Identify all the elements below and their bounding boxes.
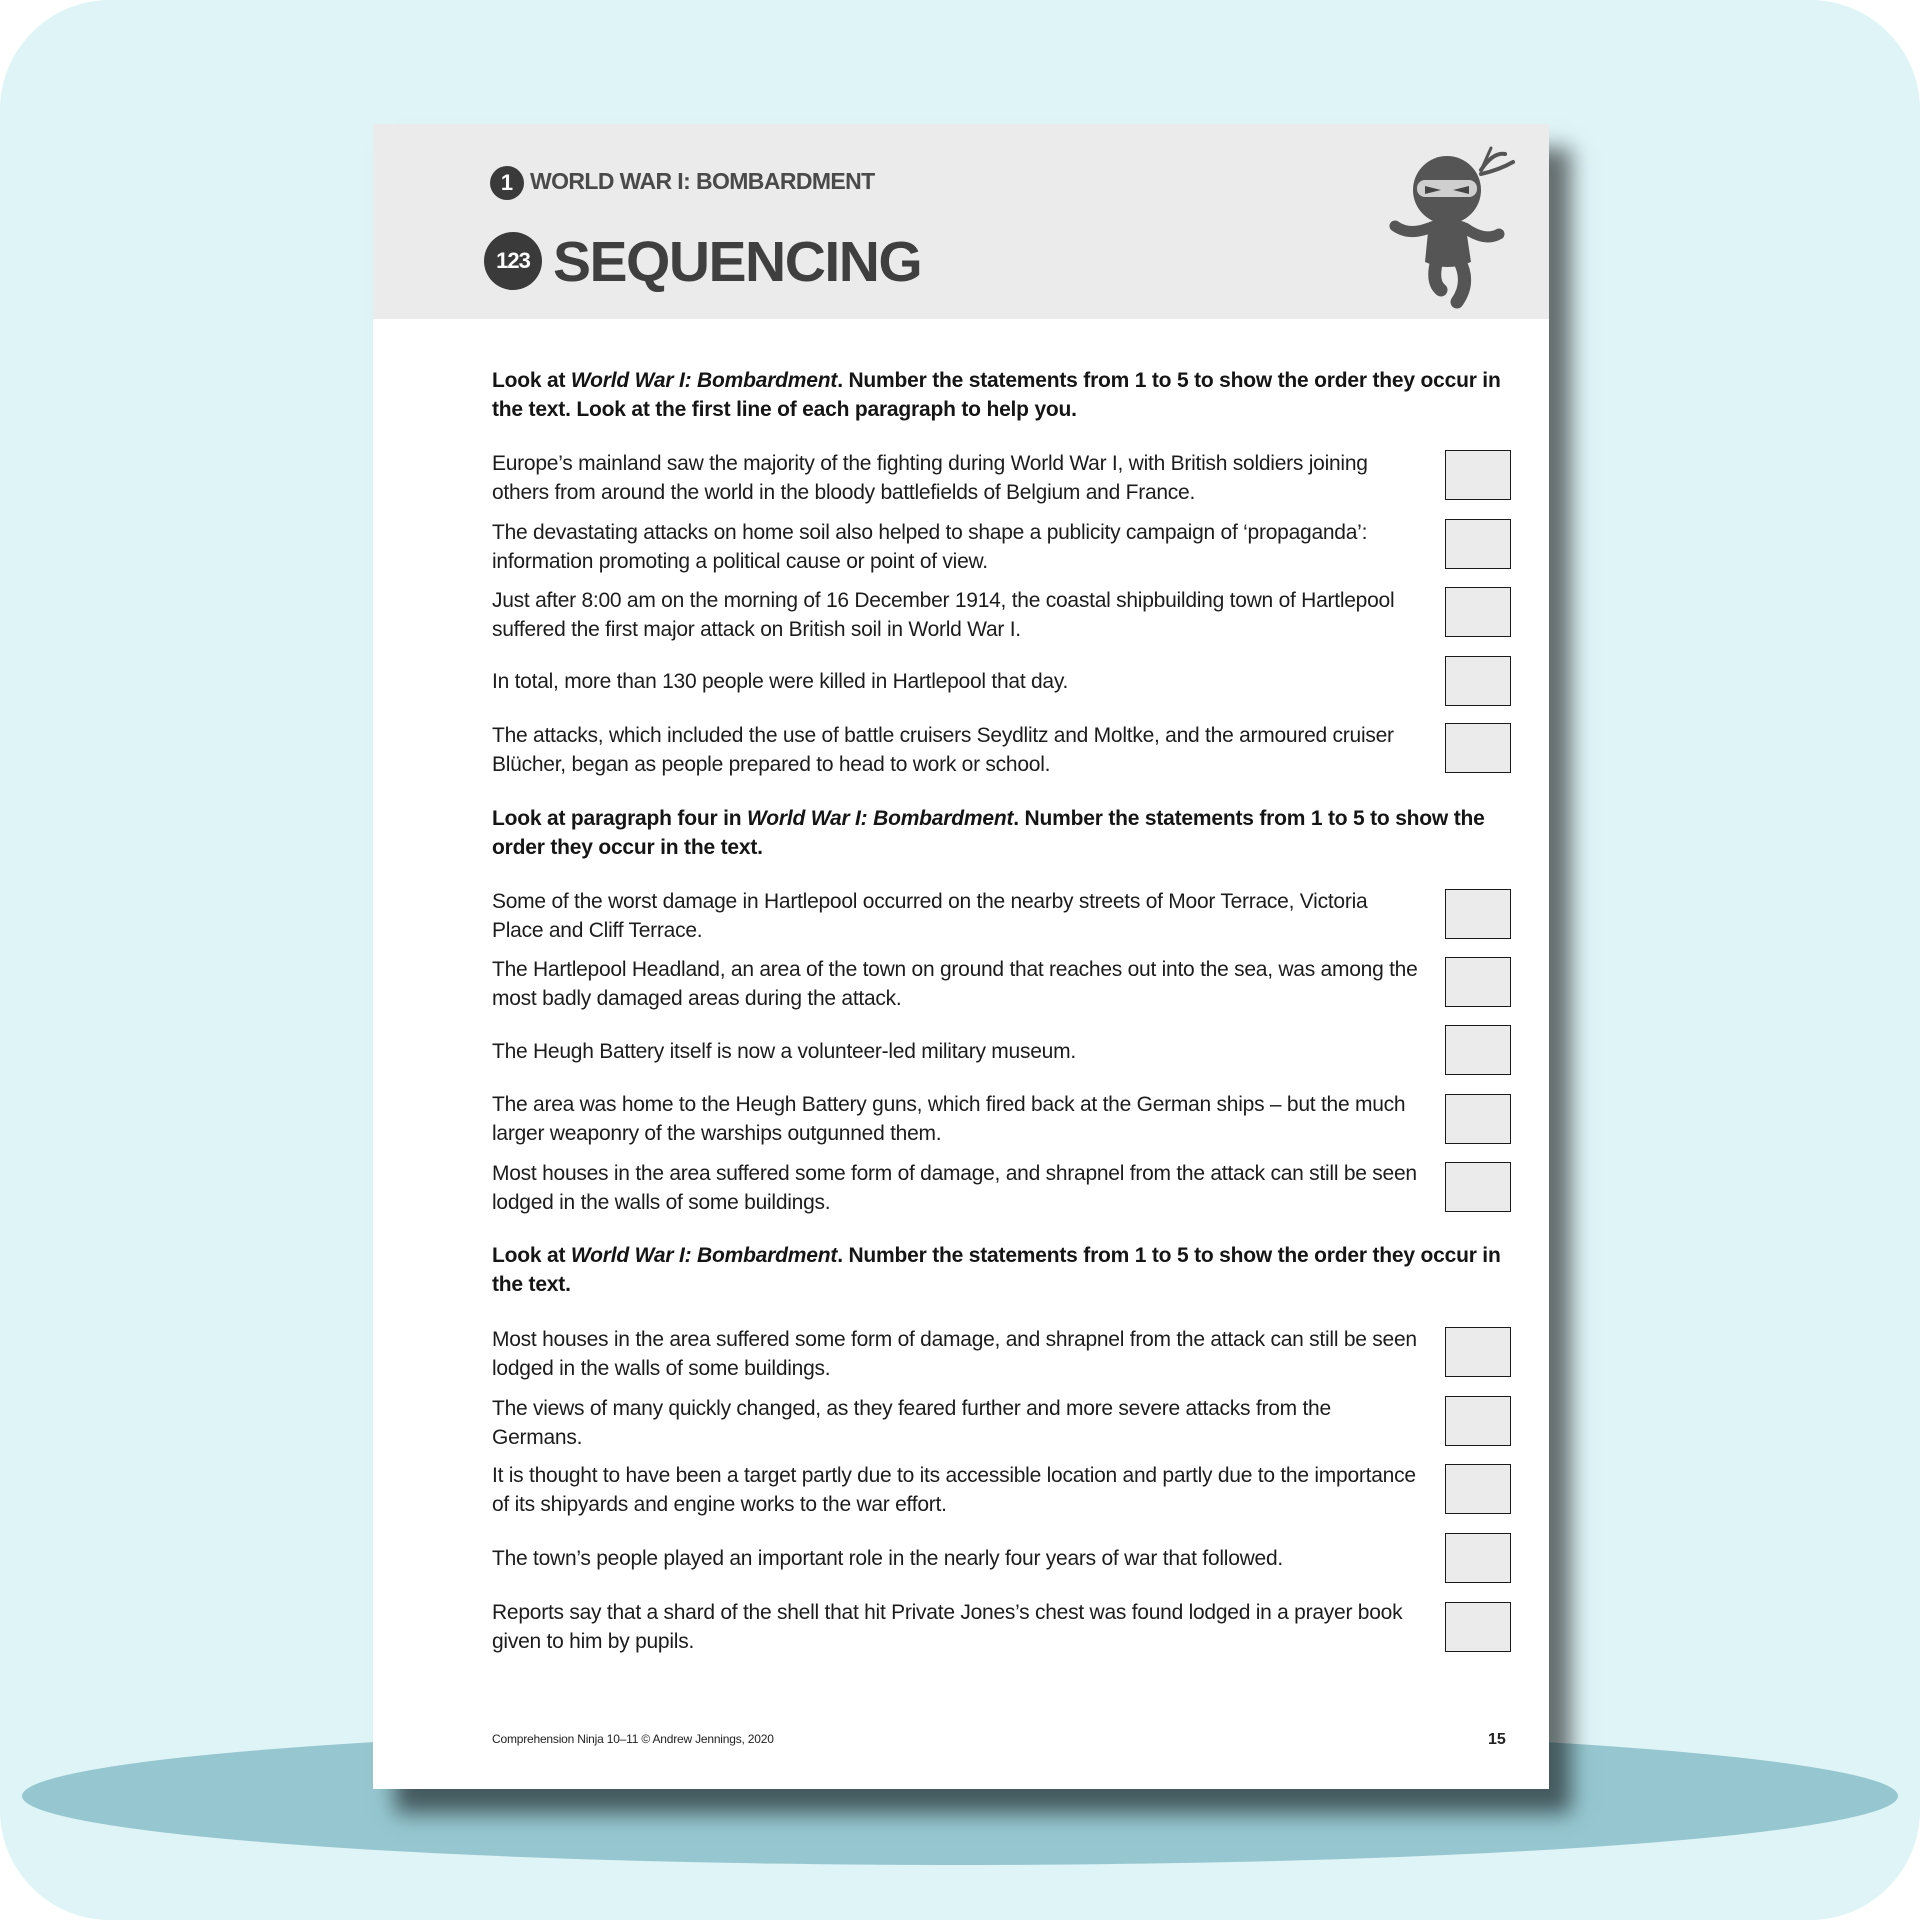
sequencing-badge: 123: [484, 232, 542, 290]
worksheet-page: [373, 124, 1549, 1789]
answer-box[interactable]: [1445, 1327, 1511, 1377]
instruction-suffix: . Number the statements from 1 to 5 to show the order they occur in the text.: [492, 1244, 1501, 1296]
statement-text: The attacks, which included the use of battle cruisers Seydlitz and Moltke, and the armoured cruiser Blücher, began as people prepared to head to work or school.: [492, 724, 1394, 776]
answer-box[interactable]: [1445, 1094, 1511, 1144]
statement-text: The Heugh Battery itself is now a volunteer-led military museum.: [492, 1040, 1076, 1063]
statement-text: Reports say that a shard of the shell that hit Private Jones’s chest was found lodged in a prayer book given to him by pupils.: [492, 1601, 1403, 1653]
answer-box[interactable]: [1445, 1025, 1511, 1075]
instruction-1: [492, 366, 1512, 424]
page-header: [373, 124, 1549, 319]
statement-text: Just after 8:00 am on the morning of 16 December 1914, the coastal shipbuilding town of Hartlepool suffered the first major attack on British soil in World War I.: [492, 589, 1395, 641]
statement-text: Europe’s mainland saw the majority of the fighting during World War I, with British soldiers joining others from around the world in the bloody battlefields of Belgium and France.: [492, 452, 1368, 504]
instruction-suffix: . Number the statements from 1 to 5 to show the order they occur in the text.: [492, 807, 1485, 859]
instruction-title: World War I: Bombardment: [570, 1244, 838, 1267]
unit-title: WORLD WAR I: BOMBARDMENT: [530, 168, 875, 194]
instruction-3: [492, 1241, 1512, 1299]
copyright-footer: Comprehension Ninja 10–11 © Andrew Jennings, 2020: [492, 1732, 774, 1746]
ninja-icon: [1389, 144, 1519, 309]
instruction-title: World War I: Bombardment: [746, 807, 1014, 830]
instruction-suffix: . Number the statements from 1 to 5 to show the order they occur in the text. Look at the first line of each paragraph to help you.: [492, 369, 1501, 421]
instruction-prefix: Look at paragraph four in: [492, 807, 747, 830]
instruction-2: [492, 804, 1512, 862]
answer-box[interactable]: [1445, 1533, 1511, 1583]
section-title: SEQUENCING: [553, 230, 922, 294]
statement-text: The area was home to the Heugh Battery guns, which fired back at the German ships – but the much larger weaponry of the warships outgunned them.: [492, 1093, 1406, 1145]
instruction-title: World War I: Bombardment: [570, 369, 838, 392]
statement-text: Most houses in the area suffered some form of damage, and shrapnel from the attack can still be seen lodged in the walls of some buildings.: [492, 1328, 1417, 1380]
unit-number-badge: 1: [490, 166, 524, 200]
statement-text: The devastating attacks on home soil also helped to shape a publicity campaign of ‘propaganda’: information promoting a political cause or point of view.: [492, 521, 1368, 573]
statement-text: The views of many quickly changed, as they feared further and more severe attacks from the Germans.: [492, 1397, 1331, 1449]
answer-box[interactable]: [1445, 723, 1511, 773]
statement-text: The Hartlepool Headland, an area of the town on ground that reaches out into the sea, was among the most badly damaged areas during the attack.: [492, 958, 1418, 1010]
answer-box[interactable]: [1445, 1396, 1511, 1446]
statement-text: Most houses in the area suffered some form of damage, and shrapnel from the attack can still be seen lodged in the walls of some buildings.: [492, 1162, 1417, 1214]
answer-box[interactable]: [1445, 889, 1511, 939]
answer-box[interactable]: [1445, 587, 1511, 637]
statement-text: Some of the worst damage in Hartlepool occurred on the nearby streets of Moor Terrace, Victoria Place and Cliff Terrace.: [492, 890, 1368, 942]
answer-box[interactable]: [1445, 957, 1511, 1007]
answer-box[interactable]: [1445, 1162, 1511, 1212]
answer-box[interactable]: [1445, 450, 1511, 500]
page-number: 15: [1488, 1731, 1506, 1748]
instruction-prefix: Look at: [492, 369, 571, 392]
statement-text: The town’s people played an important role in the nearly four years of war that followed.: [492, 1547, 1283, 1570]
statement-text: It is thought to have been a target partly due to its accessible location and partly due to the importance of its shipyards and engine works to the war effort.: [492, 1464, 1416, 1516]
answer-box[interactable]: [1445, 1602, 1511, 1652]
answer-box[interactable]: [1445, 656, 1511, 706]
answer-box[interactable]: [1445, 519, 1511, 569]
instruction-prefix: Look at: [492, 1244, 571, 1267]
answer-box[interactable]: [1445, 1464, 1511, 1514]
statement-text: In total, more than 130 people were killed in Hartlepool that day.: [492, 670, 1069, 693]
